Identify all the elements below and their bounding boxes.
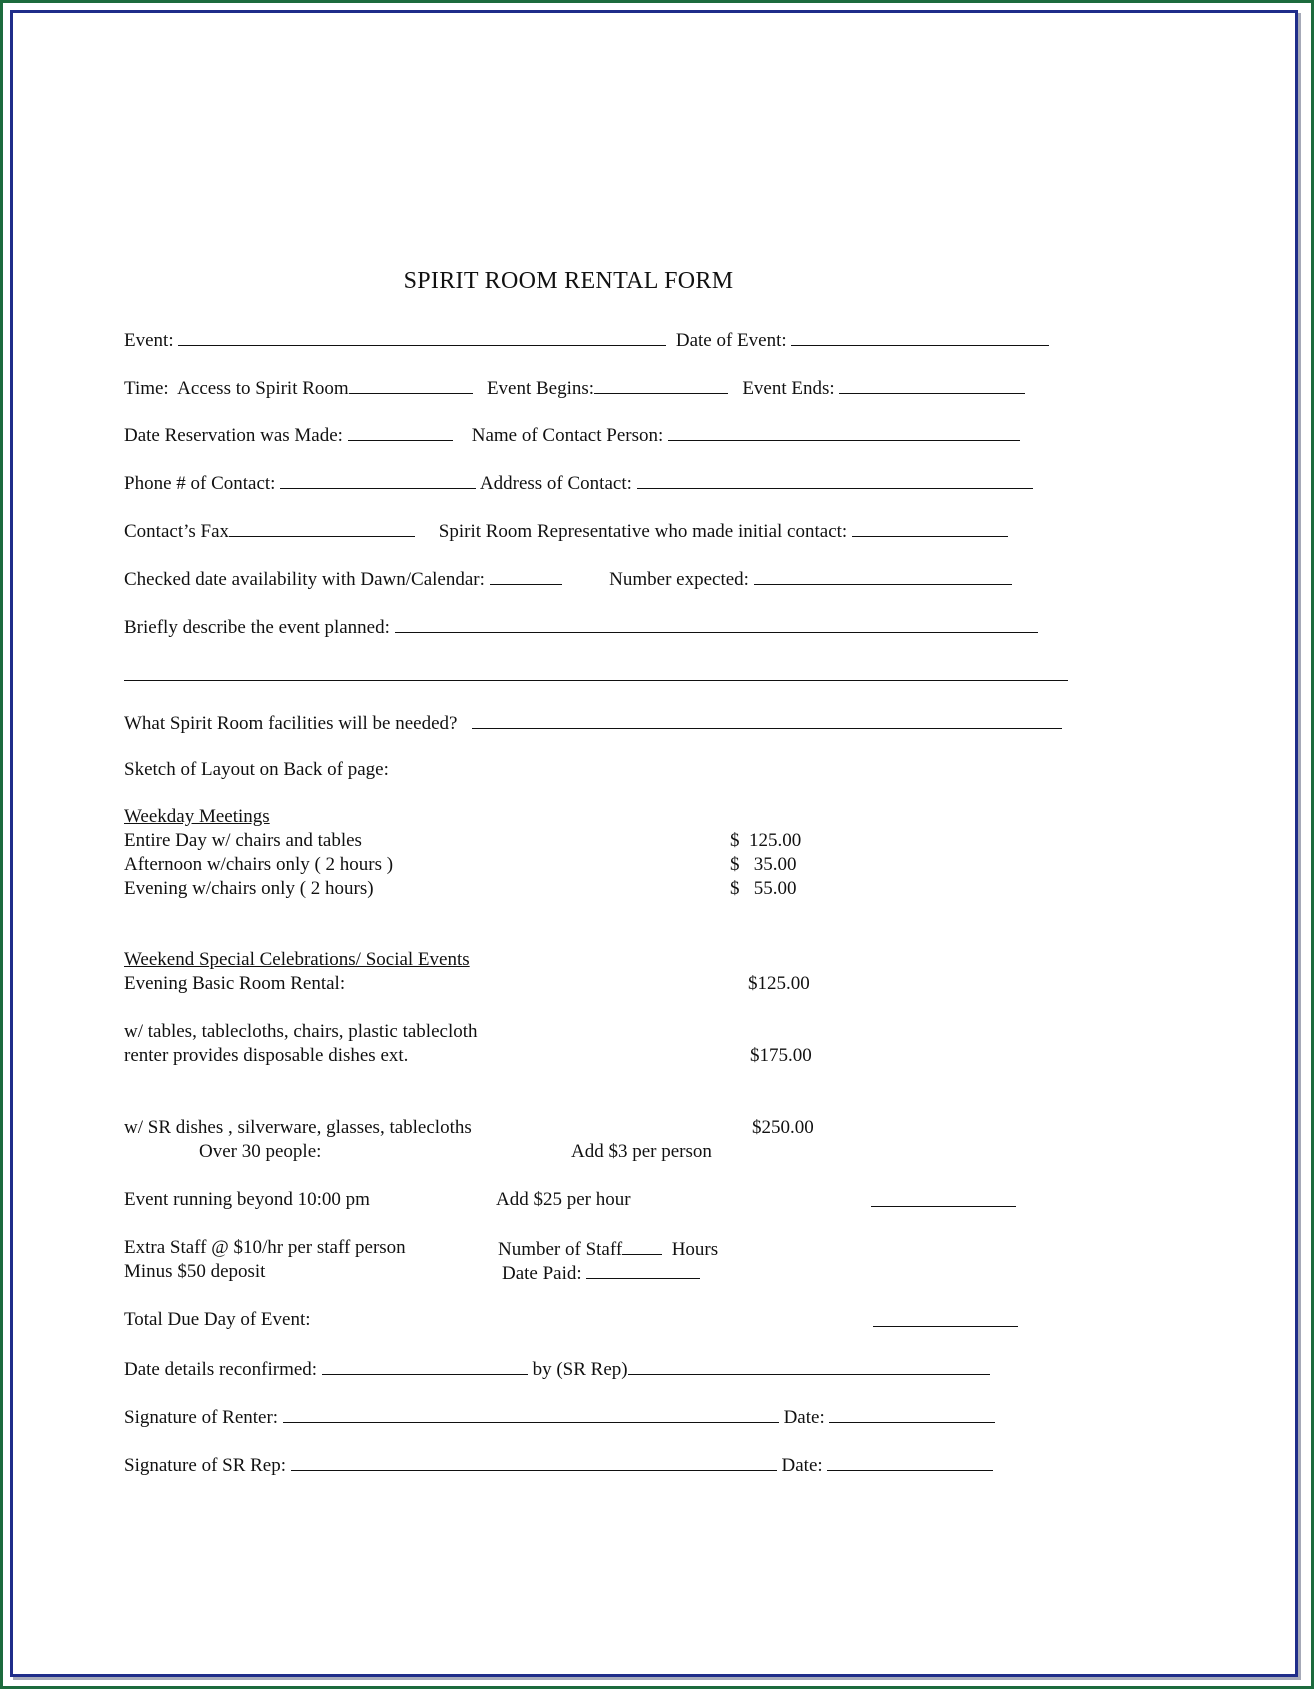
describe-event-field[interactable]: [395, 614, 1038, 633]
total-due-label: Total Due Day of Event:: [124, 1309, 311, 1330]
signature-renter-label: Signature of Renter:: [124, 1407, 279, 1428]
facilities-needed-label: What Spirit Room facilities will be needed?: [124, 713, 458, 734]
event-label: Event:: [124, 330, 174, 351]
phone-row: [124, 470, 1033, 496]
describe-event-label: Briefly describe the event planned:: [124, 617, 390, 638]
weekend-dishes-price: $250.00: [752, 1117, 814, 1138]
contact-fax-field[interactable]: [229, 518, 415, 537]
checked-availability-label: Checked date availability with Dawn/Calendar:: [124, 569, 485, 590]
signature-renter-date-field[interactable]: [829, 1404, 995, 1423]
contact-name-field[interactable]: [668, 422, 1020, 441]
signature-sr-rep-field[interactable]: [291, 1452, 777, 1471]
weekday-item-label: Evening w/chairs only ( 2 hours): [124, 878, 374, 899]
event-begins-field[interactable]: [594, 375, 728, 394]
describe-event-field-2[interactable]: [124, 662, 1068, 681]
late-event-price: Add $25 per hour: [496, 1189, 631, 1210]
staff-number-field[interactable]: [622, 1236, 662, 1255]
number-expected-field[interactable]: [754, 566, 1012, 585]
facilities-needed-field[interactable]: [472, 710, 1062, 729]
access-label: Time: Access to Spirit Room: [124, 378, 349, 399]
number-expected-label: Number expected:: [609, 569, 749, 590]
event-field[interactable]: [178, 327, 666, 346]
event-ends-field[interactable]: [839, 375, 1025, 394]
date-paid-label: Date Paid:: [502, 1263, 582, 1284]
contact-fax-label: Contact’s Fax: [124, 521, 230, 542]
weekday-item-price: $ 125.00: [730, 830, 802, 851]
weekend-tables-price: $175.00: [750, 1045, 812, 1066]
event-ends-label: Event Ends:: [742, 378, 835, 399]
signature-renter-row: [124, 1404, 995, 1430]
over-30-label: Over 30 people:: [199, 1141, 322, 1162]
signature-sr-rep-date-field[interactable]: [827, 1452, 993, 1471]
by-sr-rep-label: by (SR Rep): [532, 1359, 628, 1380]
time-row: [124, 375, 1025, 401]
deposit-label: Minus $50 deposit: [124, 1261, 266, 1282]
staff-number-label: Number of Staff: [498, 1239, 623, 1260]
signature-renter-field[interactable]: [283, 1404, 779, 1423]
describe-continuation-row: [124, 662, 1068, 688]
staff-hours-label: Hours: [671, 1239, 719, 1260]
reservation-row: [124, 422, 1020, 448]
contact-address-field[interactable]: [637, 470, 1033, 489]
weekday-item-label: Afternoon w/chairs only ( 2 hours ): [124, 854, 394, 875]
weekend-tables-label-2: renter provides disposable dishes ext.: [124, 1045, 409, 1066]
describe-row: [124, 614, 1038, 640]
facilities-row: [124, 710, 1062, 736]
reconfirmed-field[interactable]: [322, 1356, 528, 1375]
contact-address-label: Address of Contact:: [479, 473, 632, 494]
fax-row: [124, 518, 1008, 544]
date-paid-field[interactable]: [586, 1260, 700, 1279]
weekend-tables-label: w/ tables, tablecloths, chairs, plastic tablecloth: [124, 1021, 478, 1042]
sr-representative-label: Spirit Room Representative who made initial contact:: [438, 521, 848, 542]
contact-name-label: Name of Contact Person:: [471, 425, 664, 446]
total-due-field-row: [873, 1308, 1018, 1334]
over-30-price: Add $3 per person: [571, 1141, 712, 1162]
signature-sr-rep-date-label: Date:: [781, 1455, 823, 1476]
contact-phone-label: Phone # of Contact:: [124, 473, 276, 494]
sketch-layout-label: Sketch of Layout on Back of page:: [124, 759, 389, 780]
reconfirmed-label: Date details reconfirmed:: [124, 1359, 318, 1380]
late-event-label: Event running beyond 10:00 pm: [124, 1189, 370, 1210]
event-begins-label: Event Begins:: [486, 378, 595, 399]
weekday-item-price: $ 55.00: [730, 878, 797, 899]
weekend-basic-label: Evening Basic Room Rental:: [124, 973, 346, 994]
extra-staff-label: Extra Staff @ $10/hr per staff person: [124, 1237, 406, 1258]
date-of-event-field[interactable]: [791, 327, 1049, 346]
checked-availability-field[interactable]: [490, 566, 562, 585]
staff-number-row: [498, 1236, 718, 1262]
weekday-item-price: $ 35.00: [730, 854, 797, 875]
contact-phone-field[interactable]: [280, 470, 476, 489]
sr-representative-field[interactable]: [852, 518, 1008, 537]
signature-sr-rep-row: [124, 1452, 993, 1478]
signature-sr-rep-label: Signature of SR Rep:: [124, 1455, 287, 1476]
event-row: [124, 327, 1049, 353]
weekday-item-label: Entire Day w/ chairs and tables: [124, 830, 362, 851]
date-reservation-field[interactable]: [348, 422, 453, 441]
date-paid-row: [502, 1260, 700, 1286]
weekend-basic-price: $125.00: [748, 973, 810, 994]
access-time-field[interactable]: [349, 375, 473, 394]
by-sr-rep-field[interactable]: [628, 1356, 990, 1375]
date-of-event-label: Date of Event:: [675, 330, 787, 351]
date-reservation-label: Date Reservation was Made:: [124, 425, 343, 446]
form-title: SPIRIT ROOM RENTAL FORM: [403, 268, 734, 294]
reconfirmed-row: [124, 1356, 990, 1382]
late-event-field[interactable]: [871, 1188, 1016, 1207]
late-event-field-row: [871, 1188, 1016, 1214]
signature-renter-date-label: Date:: [783, 1407, 825, 1428]
weekday-heading: Weekday Meetings: [124, 806, 270, 827]
total-due-field[interactable]: [873, 1308, 1018, 1327]
availability-row: [124, 566, 1012, 592]
weekend-dishes-label: w/ SR dishes , silverware, glasses, tablecloths: [124, 1117, 472, 1138]
weekend-heading: Weekend Special Celebrations/ Social Events: [124, 949, 470, 970]
